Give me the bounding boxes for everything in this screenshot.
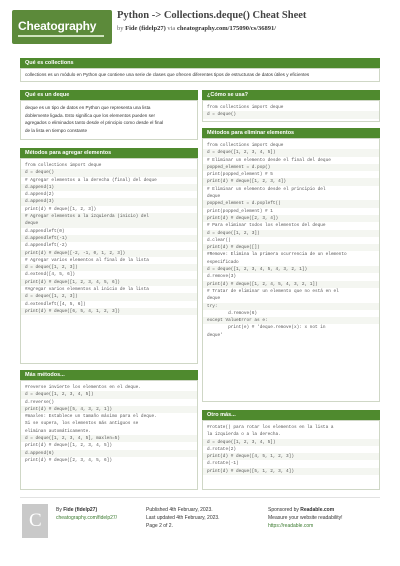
code-line: print(d) # deque([5, 1, 2, 3, 4]) <box>203 468 379 475</box>
byline-prefix: by <box>117 25 124 32</box>
footer-by-prefix: By <box>56 507 62 513</box>
code-line: # Agregar elementos a la derecha (final) del deque <box>25 177 157 183</box>
sponsor-link[interactable]: https://readable.com <box>268 523 314 529</box>
code-line: la izquierda o a la derecha. <box>207 432 281 438</box>
code-line: d.append(2) <box>25 192 54 198</box>
code-line: d.append(1) <box>21 184 197 191</box>
code-line: d.extendleft([4, 5, 6]) <box>25 301 86 307</box>
code-line: #rotate() para rotar los elementos en la lista a <box>207 425 334 430</box>
code-line: d = deque([1, 2, 3, 4, 5]) <box>203 439 379 446</box>
section-title-otro-mas: Otro más... <box>202 410 380 420</box>
code-line: popped_element = d.popleft() <box>203 200 379 207</box>
code-line: d.appendleft(-1) <box>21 235 197 242</box>
code-line: d.remove(6) <box>207 310 258 316</box>
footer-sponsor <box>268 506 342 530</box>
code-line: d.extend([4, 5, 6]) <box>25 272 76 278</box>
footer-author-name[interactable]: Fide (fidelp27) <box>63 507 98 513</box>
code-line: # Para eliminar todos los elementos del deque <box>207 223 326 229</box>
code-line: d = deque([1, 2, 3, 4, 5]) <box>203 149 379 156</box>
text-line: deque es un tipo de datos en Python que representa una lista <box>25 105 151 110</box>
code-line: d.clear() <box>207 237 231 243</box>
section-title-mas-metodos: Más métodos... <box>20 370 198 380</box>
code-line: d.append(3) <box>21 198 197 205</box>
section-que-es-collections <box>20 68 380 82</box>
code-line: print(d) # deque([1, 2, 3, 4]) <box>203 178 379 185</box>
footer-dates <box>146 506 220 530</box>
footer-divider <box>20 497 380 498</box>
code-line: print(popped_element) # 1 <box>207 208 273 214</box>
code-line: print(d) # deque([2, 3, 4]) <box>203 215 379 222</box>
code-line: print(popped_element) # 5 <box>207 172 273 178</box>
section-title-eliminar: Métodos para eliminar elementos <box>202 128 380 138</box>
text-line: doblemente ligada. Esto significa que los elementos pueden ser <box>25 112 155 118</box>
section-mas-metodos <box>20 380 198 490</box>
text-line: agregados o eliminados tanto desde el principio como desde el final <box>25 120 164 126</box>
code-line: popped_element = d.pop() <box>203 164 379 171</box>
code-line: deque' <box>207 332 223 338</box>
footer-author-link[interactable]: cheatography.com/fidelp27/ <box>56 515 118 521</box>
code-line: Si se supera, los elementos más antiguos se <box>25 421 139 427</box>
code-line: d = deque([1, 2, 3]) <box>21 293 197 300</box>
code-line: d = deque([1, 2, 3]) <box>21 264 197 271</box>
code-line: d = deque() <box>203 111 379 118</box>
code-line: d.rotate(-1) <box>207 461 239 467</box>
code-line: d = deque([1, 2, 3, 4, 5], maxlen=5) <box>21 435 197 442</box>
section-title-como-se-usa: ¿Cómo se usa? <box>202 90 380 100</box>
avatar-letter: C <box>29 510 42 531</box>
code-line: print(d) # deque([1, 2, 3, 4, 5, 6]) <box>21 279 197 286</box>
section-como-se-usa <box>202 100 380 122</box>
code-line: print(d) # deque([1, 2, 3]) <box>25 206 97 212</box>
code-line: d.remove(3) <box>207 274 236 280</box>
page-title: Python -> Collections.deque() Cheat Sheet <box>117 10 307 21</box>
code-line: d = deque([1, 2, 3, 4, 5]) <box>21 391 197 398</box>
otro-mas-code <box>203 424 379 475</box>
code-line: d.appendleft(-2) <box>25 243 68 249</box>
code-line: deque <box>207 194 221 200</box>
code-line: print(d) # deque([4, 5, 1, 2, 3]) <box>203 453 379 460</box>
code-line: try: <box>203 303 379 310</box>
sponsor-line <box>268 506 342 514</box>
agregar-code <box>21 162 197 315</box>
code-line: # Eliminar un elemento desde el principio del <box>207 186 326 192</box>
sponsor-tagline: Measure your website readability! <box>268 515 343 521</box>
code-line: d.appendleft(0) <box>25 228 65 234</box>
code-line: print(d) # deque([2, 3, 4, 5, 6]) <box>25 457 112 463</box>
code-line: from collections import deque <box>207 105 284 110</box>
code-line: except ValueError as e: <box>203 317 379 324</box>
como-se-usa-code <box>203 104 379 119</box>
code-line: #maxlen: Establece un tamaño máximo para el deque. <box>25 414 157 420</box>
code-line: d = deque() <box>21 169 197 176</box>
page-footer <box>0 494 400 566</box>
section-eliminar <box>202 138 380 402</box>
section-agregar <box>20 158 198 364</box>
section-title-agregar: Métodos para agregar elementos <box>20 148 198 158</box>
code-line: eliminan automáticamente. <box>25 428 91 434</box>
code-line: especificado <box>207 259 239 265</box>
code-line: d = deque([1, 2, 3, 4, 5, 4, 3, 2, 1]) <box>203 266 379 273</box>
code-line: from collections import deque <box>207 143 284 148</box>
page-byline <box>117 25 276 32</box>
eliminar-code <box>203 142 379 339</box>
author-avatar <box>22 504 48 538</box>
logo-underline <box>18 35 104 37</box>
byline-via: via <box>167 25 176 32</box>
published-date: Published 4th February, 2023. <box>146 507 213 513</box>
code-line: # Agregar elementos a la izquierda (inicio) del <box>21 213 197 220</box>
page-number: Page 2 of 2. <box>146 523 173 529</box>
updated-date: Last updated 4th February, 2023. <box>146 515 220 521</box>
code-line: # Eliminar un elemento desde el final del deque <box>207 157 331 163</box>
section-title-que-es-collections: Qué es collections <box>20 58 380 68</box>
sponsor-prefix: Sponsored by <box>268 507 299 513</box>
code-line: # Tratar de eliminar un elemento que no está en el <box>207 288 339 294</box>
footer-author-line <box>56 506 117 514</box>
code-line: d = deque([1, 2, 3]) <box>203 230 379 237</box>
code-line: from collections import deque <box>25 163 102 168</box>
text-line: de la lista en tiempo constante <box>25 127 88 133</box>
code-line: # Agregar varios elementos al final de la lista <box>25 257 149 263</box>
code-line: print(e) # 'deque.remove(x): x not in <box>207 325 326 331</box>
code-line: #Agregar varios elementos al inicio de la lista <box>25 287 149 293</box>
sheet-url-link[interactable]: cheatography.com/175090/cs/36891/ <box>176 25 277 32</box>
code-line: print(d) # deque([1, 2, 3, 4, 5]) <box>25 443 112 449</box>
sponsor-name[interactable]: Readable.com <box>300 507 335 513</box>
deque-text <box>21 104 197 134</box>
author-link[interactable]: Fide (fidelp27) <box>125 25 166 32</box>
mas-metodos-code <box>21 384 197 464</box>
code-line: print(d) # deque([]) <box>203 244 379 251</box>
code-line: print(d) # deque([1, 2, 4, 5, 4, 3, 2, 1]) <box>203 281 379 288</box>
code-line: d.append(6) <box>21 450 197 457</box>
page-header <box>0 0 400 56</box>
logo-text: Cheatography <box>18 19 97 33</box>
code-line: deque <box>207 296 221 302</box>
que-es-text <box>21 71 309 79</box>
section-title-que-es-deque: Qué es un deque <box>20 90 198 100</box>
section-que-es-deque <box>20 100 198 140</box>
text-line: collections es un módulo en Python que contiene una serie de clases que ofrecen diferentes tipos de estructuras de datos útiles y eficientes <box>25 72 310 77</box>
code-line: d.rotate(2) <box>207 446 236 452</box>
section-otro-mas <box>202 420 380 490</box>
code-line: print(d) # deque([5, 4, 3, 2, 1]) <box>21 406 197 413</box>
code-line: d.reverse() <box>25 399 54 405</box>
code-line: print(d) # deque([-2, -1, 0, 1, 2, 3]) <box>21 250 197 257</box>
footer-author <box>56 506 117 522</box>
code-line: #reverse invierte los elementos en el deque. <box>25 385 141 390</box>
code-line: deque <box>21 220 197 227</box>
code-line: #Remove: Elimina la primera ocurrencia de un elemento <box>207 252 347 258</box>
code-line: print(d) # deque([6, 5, 4, 1, 2, 3]) <box>21 308 197 315</box>
